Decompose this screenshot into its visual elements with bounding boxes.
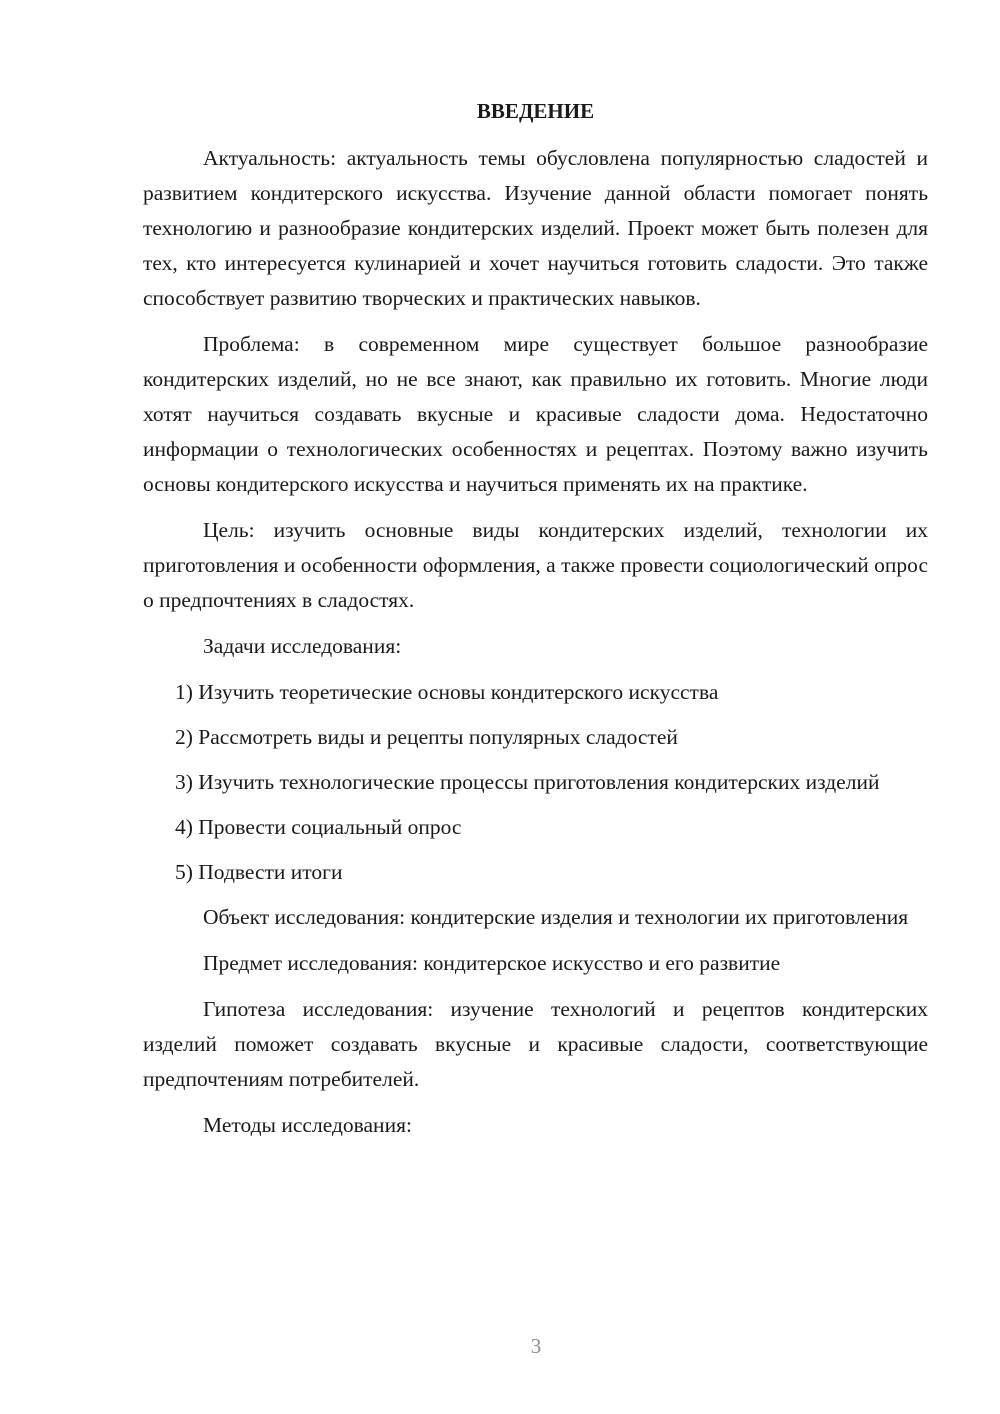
tasks-list — [143, 675, 928, 890]
paragraph-goal: Цель: изучить основные виды кондитерских изделий, технологии их приготовления и особенности оформления, а также провести социологический опрос о предпочтениях в сладостях. — [143, 518, 928, 612]
list-item: 2) Рассмотреть виды и рецепты популярных сладостей — [175, 725, 678, 749]
paragraph-problem: Проблема: в современном мире существует большое разнообразие кондитерских изделий, но не все знают, как правильно их готовить. Многие люди хотят научиться создавать вкусные и красивые сладости дома. Недостаточно информации о технологических особенностях и рецептах. Поэтому важно изучить основы кондитерского искусства и научиться применять их на практике. — [143, 332, 928, 496]
list-item: 4) Провести социальный опрос — [175, 815, 462, 839]
tasks-heading: Задачи исследования: — [203, 634, 402, 658]
paragraph-hypothesis: Гипотеза исследования: изучение технологий и рецептов кондитерских изделий поможет создавать вкусные и красивые сладости, соответствующие предпочтениям потребителей. — [143, 997, 928, 1091]
paragraph-subject: Предмет исследования: кондитерское искусство и его развитие — [203, 951, 781, 975]
page-number: 3 — [530, 1334, 542, 1358]
section-title: ВВЕДЕНИЕ — [476, 99, 595, 123]
list-item: 1) Изучить теоретические основы кондитерского искусства — [175, 680, 719, 704]
paragraph-relevance: Актуальность: актуальность темы обусловлена популярностью сладостей и развитием кондитерского искусства. Изучение данной области помогает понять технологию и разнообразие кондитерских изделий. Проект может быть полезен для тех, кто интересуется кулинарией и хочет научиться готовить сладости. Это также способствует развитию творческих и практических навыков. — [143, 146, 928, 310]
methods-heading: Методы исследования: — [203, 1113, 412, 1137]
document-page — [143, 94, 928, 1154]
list-item: 5) Подвести итоги — [175, 860, 343, 884]
paragraph-object: Объект исследования: кондитерские изделия и технологии их приготовления — [203, 905, 909, 929]
list-item: 3) Изучить технологические процессы приготовления кондитерских изделий — [175, 770, 880, 794]
